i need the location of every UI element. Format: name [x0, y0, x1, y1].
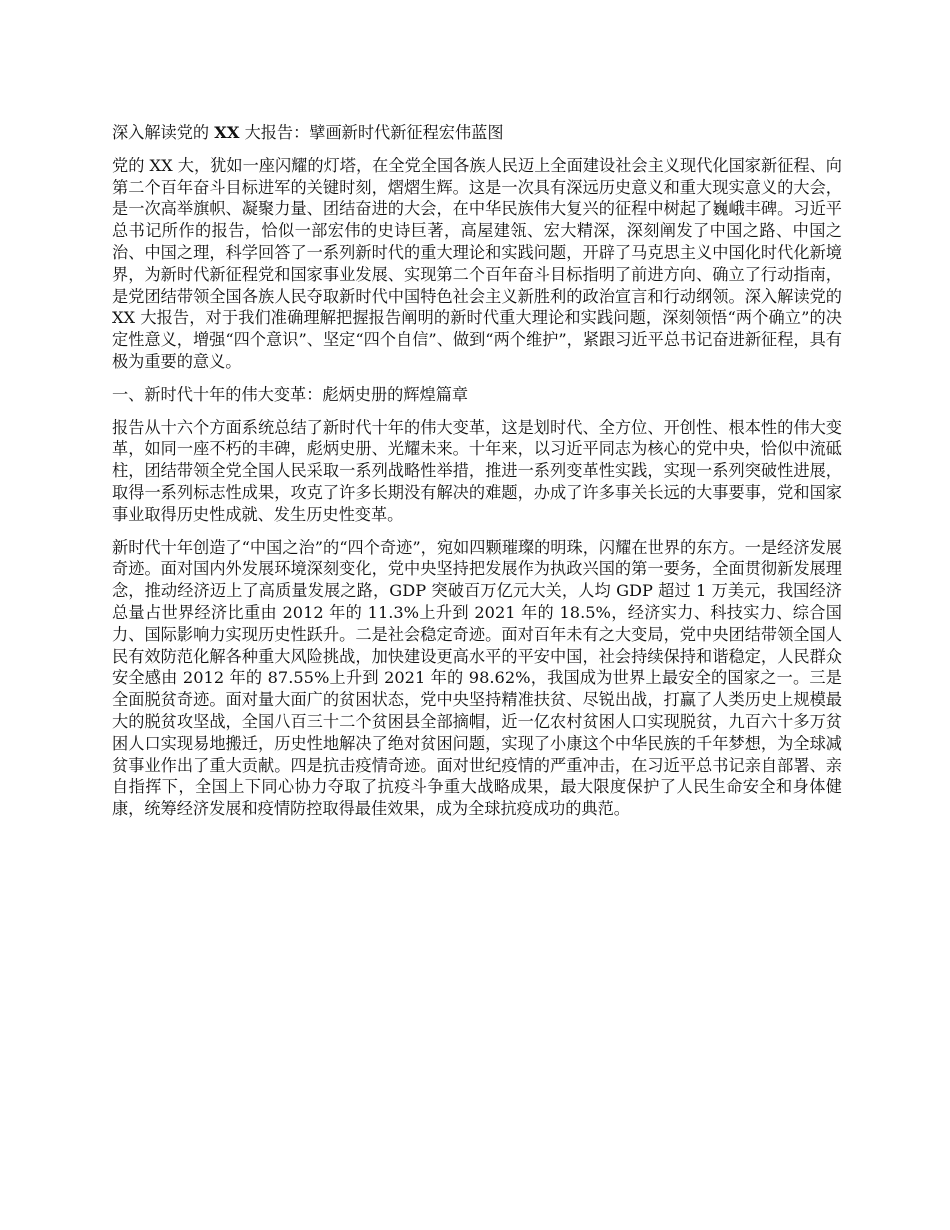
section-heading: 一、新时代十年的伟大变革：彪炳史册的辉煌篇章: [112, 384, 469, 404]
document-page: [112, 122, 842, 831]
title-prefix: 深入解读党的: [112, 123, 210, 142]
title-congress-number: XX: [214, 123, 240, 142]
document-title: [112, 122, 842, 144]
intro-paragraph: 党的 XX 大，犹如一座闪耀的灯塔，在全党全国各族人民迈上全面建设社会主义现代化国家新征程、向第二个百年奋斗目标进军的关键时刻，熠熠生辉。这是一次具有深远历史意义和重大现实意义的大会，是一次高举旗帜、凝聚力量、团结奋进的大会，在中华民族伟大复兴的征程中树起了巍峨丰碑。习近平总书记所作的报告，恰似一部宏伟的史诗巨著，高屋建瓴、宏大精深，深刻阐发了中国之路、中国之治、中国之理，科学回答了一系列新时代的重大理论和实践问题，开辟了马克思主义中国化时代化新境界，为新时代新征程党和国家事业发展、实现第二个百年奋斗目标指明了前进方向、确立了行动指南，是党团结带领全国各族人民夺取新时代中国特色社会主义新胜利的政治宣言和行动纲领。深入解读党的 XX 大报告，对于我们准确理解把握报告阐明的新时代重大理论和实践问题，深刻领悟“两个确立”的决定性意义，增强“四个意识”、坚定“四个自信”、做到“两个维护”，紧跟习近平总书记奋进新征程，具有极为重要的意义。: [112, 155, 842, 371]
title-suffix: 大报告：擘画新时代新征程宏伟蓝图: [244, 123, 504, 142]
body-paragraph: 报告从十六个方面系统总结了新时代十年的伟大变革，这是划时代、全方位、开创性、根本性的伟大变革，如同一座不朽的丰碑，彪炳史册、光耀未来。十年来，以习近平同志为核心的党中央，恰似中流砥柱，团结带领全党全国人民采取一系列战略性举措，推进一系列变革性实践，实现一系列突破性进展，取得一系列标志性成果，攻克了许多长期没有解决的难题，办成了许多事关长远的大事要事，党和国家事业取得历史性成就、发生历史性变革。: [112, 417, 842, 524]
body-paragraph: 新时代十年创造了“中国之治”的“四个奇迹”，宛如四颗璀璨的明珠，闪耀在世界的东方。一是经济发展奇迹。面对国内外发展环境深刻变化，党中央坚持把发展作为执政兴国的第一要务，全面贯彻新发展理念，推动经济迈上了高质量发展之路，GDP 突破百万亿元大关，人均 GDP 超过 1 万美元，我国经济总量占世界经济比重由 2012 年的 11.3%上升到 2021 年的 18.5%，经济实力、科技实力、综合国力、国际影响力实现历史性跃升。二是社会稳定奇迹。面对百年未有之大变局，党中央团结带领全国人民有效防范化解各种重大风险挑战，加快建设更高水平的平安中国，社会持续保持和谐稳定，人民群众安全感由 2012 年的 87.55%上升到 2021 年的 98.62%，我国成为世界上最安全的国家之一。三是全面脱贫奇迹。面对量大面广的贫困状态，党中央坚持精准扶贫、尽锐出战，打赢了人类历史上规模最大的脱贫攻坚战，全国八百三十二个贫困县全部摘帽，近一亿农村贫困人口实现脱贫，九百六十多万贫困人口实现易地搬迁，历史性地解决了绝对贫困问题，实现了小康这个中华民族的千年梦想，为全球减贫事业作出了重大贡献。四是抗击疫情奇迹。面对世纪疫情的严重冲击，在习近平总书记亲自部署、亲自指挥下，全国上下同心协力夺取了抗疫斗争重大战略成果，最大限度保护了人民生命安全和身体健康，统筹经济发展和疫情防控取得最佳效果，成为全球抗疫成功的典范。: [112, 537, 842, 819]
